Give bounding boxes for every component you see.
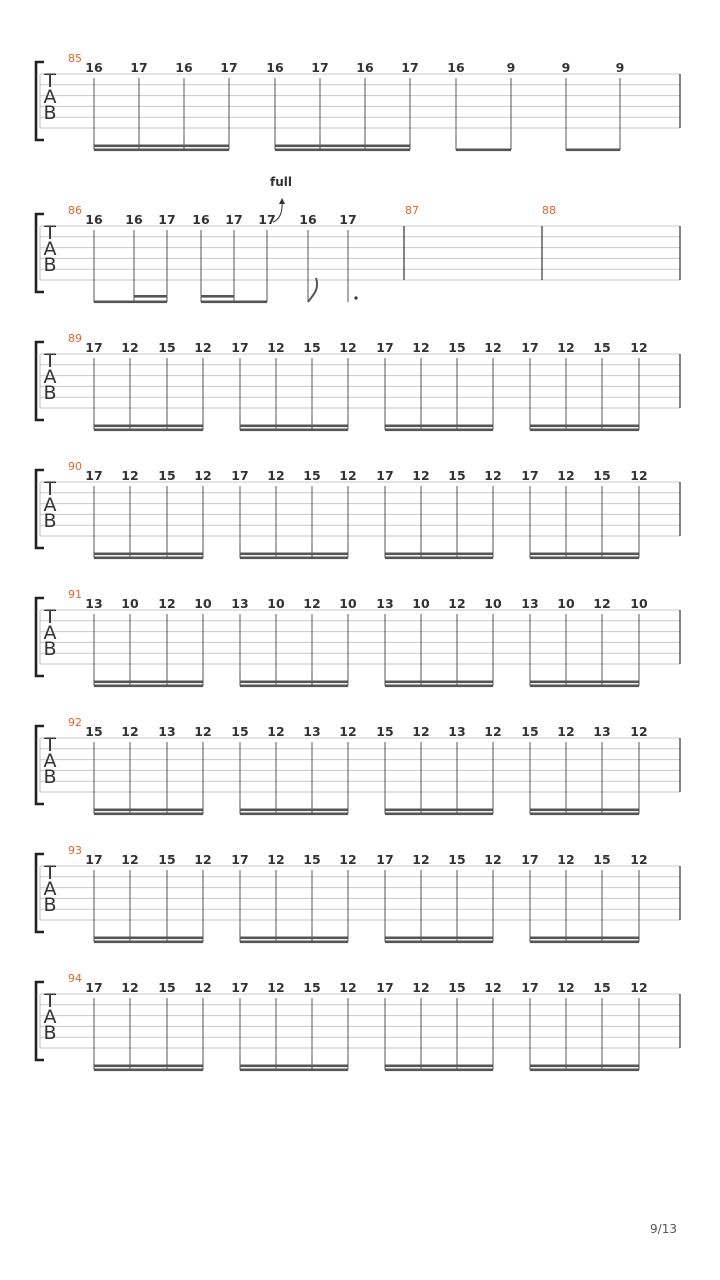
beam-primary (275, 145, 410, 148)
fret-number: 17 (376, 980, 394, 995)
beam-primary (240, 553, 348, 556)
fret-number: 12 (484, 980, 502, 995)
tab-clef-letter: T (44, 990, 56, 1012)
fret-number: 17 (85, 468, 103, 483)
tab-clef-letter: B (43, 638, 57, 660)
fret-number: 9 (561, 60, 571, 75)
fret-number: 17 (231, 852, 249, 867)
fret-number: 17 (231, 340, 249, 355)
beam-secondary (530, 941, 639, 944)
beam-secondary (385, 685, 493, 688)
measure-number: 91 (68, 588, 82, 601)
beam-primary (94, 145, 229, 148)
tab-clef-letter: A (43, 622, 57, 644)
note-flag (308, 278, 317, 302)
fret-number: 12 (557, 468, 575, 483)
fret-number: 15 (448, 852, 466, 867)
fret-number: 17 (85, 980, 103, 995)
measure-number: 94 (68, 972, 82, 985)
beam-secondary (240, 557, 348, 560)
beam-primary (94, 553, 203, 556)
fret-number: 13 (85, 596, 103, 611)
measure-number: 90 (68, 460, 82, 473)
beam-primary (385, 937, 493, 940)
fret-number: 12 (267, 852, 285, 867)
tab-clef-letter: T (44, 734, 56, 756)
fret-number: 15 (448, 980, 466, 995)
fret-number: 16 (125, 212, 143, 227)
fret-number: 17 (521, 340, 539, 355)
fret-number: 17 (231, 468, 249, 483)
fret-number: 16 (85, 60, 103, 75)
fret-number: 12 (448, 596, 466, 611)
measure-number: 89 (68, 332, 82, 345)
page-number: 9/13 (650, 1222, 677, 1236)
bend-label: full (270, 175, 292, 189)
beam-secondary (385, 557, 493, 560)
fret-number: 12 (557, 852, 575, 867)
fret-number: 13 (593, 724, 611, 739)
beam-secondary (94, 941, 203, 944)
fret-number: 10 (194, 596, 212, 611)
beam-secondary (94, 557, 203, 560)
fret-number: 12 (593, 596, 611, 611)
beam-secondary (240, 813, 348, 816)
beam-primary (240, 425, 348, 428)
measure-number: 87 (405, 204, 419, 217)
tab-clef-letter: T (44, 478, 56, 500)
fret-number: 15 (593, 980, 611, 995)
beam-primary (566, 149, 620, 152)
beam-secondary (530, 429, 639, 432)
fret-number: 17 (220, 60, 238, 75)
beam-primary (94, 809, 203, 812)
tab-clef-letter: A (43, 494, 57, 516)
tab-clef-letter: A (43, 878, 57, 900)
fret-number: 15 (521, 724, 539, 739)
tab-clef-letter: B (43, 766, 57, 788)
fret-number: 12 (339, 980, 357, 995)
fret-number: 12 (194, 340, 212, 355)
fret-number: 17 (376, 468, 394, 483)
fret-number: 12 (121, 852, 139, 867)
beam-secondary (94, 813, 203, 816)
beam-primary (240, 681, 348, 684)
beam-primary (530, 425, 639, 428)
fret-number: 12 (121, 340, 139, 355)
fret-number: 12 (158, 596, 176, 611)
beam-primary (240, 1065, 348, 1068)
fret-number: 12 (557, 724, 575, 739)
fret-number: 12 (267, 468, 285, 483)
fret-number: 15 (448, 468, 466, 483)
fret-number: 13 (231, 596, 249, 611)
fret-number: 17 (85, 340, 103, 355)
fret-number: 13 (448, 724, 466, 739)
fret-number: 12 (484, 340, 502, 355)
fret-number: 12 (303, 596, 321, 611)
fret-number: 12 (412, 468, 430, 483)
beam-secondary (385, 1069, 493, 1072)
fret-number: 17 (521, 468, 539, 483)
fret-number: 9 (615, 60, 625, 75)
fret-number: 12 (121, 724, 139, 739)
fret-number: 12 (339, 852, 357, 867)
fret-number: 12 (412, 980, 430, 995)
tab-clef-letter: T (44, 350, 56, 372)
beam-secondary (94, 429, 203, 432)
tab-clef-letter: T (44, 862, 56, 884)
fret-number: 15 (158, 980, 176, 995)
fret-number: 17 (401, 60, 419, 75)
beam-primary (94, 681, 203, 684)
fret-number: 12 (412, 340, 430, 355)
beam-secondary (275, 149, 410, 152)
beam-secondary (530, 1069, 639, 1072)
beam-primary (94, 1065, 203, 1068)
fret-number: 10 (267, 596, 285, 611)
fret-number: 16 (447, 60, 465, 75)
tab-clef-letter: B (43, 102, 57, 124)
beam-primary (240, 809, 348, 812)
beam-secondary (240, 685, 348, 688)
measure-number: 88 (542, 204, 556, 217)
fret-number: 12 (121, 980, 139, 995)
tab-clef-letter: A (43, 366, 57, 388)
fret-number: 16 (266, 60, 284, 75)
tab-clef-letter: A (43, 238, 57, 260)
fret-number: 12 (267, 980, 285, 995)
beam-primary (385, 425, 493, 428)
beam-secondary (94, 149, 229, 152)
fret-number: 15 (158, 468, 176, 483)
fret-number: 15 (303, 980, 321, 995)
fret-number: 12 (630, 468, 648, 483)
fret-number: 16 (85, 212, 103, 227)
measure-number: 86 (68, 204, 82, 217)
bend-arrowhead (279, 198, 285, 204)
fret-number: 12 (412, 852, 430, 867)
fret-number: 15 (593, 468, 611, 483)
beam-primary (530, 553, 639, 556)
fret-number: 15 (303, 340, 321, 355)
beam-primary (530, 809, 639, 812)
fret-number: 17 (339, 212, 357, 227)
fret-number: 13 (521, 596, 539, 611)
tab-clef-letter: B (43, 894, 57, 916)
beam-secondary (385, 941, 493, 944)
fret-number: 15 (448, 340, 466, 355)
fret-number: 15 (593, 852, 611, 867)
fret-number: 10 (412, 596, 430, 611)
fret-number: 17 (376, 852, 394, 867)
fret-number: 10 (121, 596, 139, 611)
fret-number: 17 (130, 60, 148, 75)
beam-primary (456, 149, 511, 152)
fret-number: 12 (484, 724, 502, 739)
fret-number: 16 (192, 212, 210, 227)
fret-number: 15 (158, 852, 176, 867)
fret-number: 10 (557, 596, 575, 611)
fret-number: 12 (484, 468, 502, 483)
fret-number: 17 (521, 980, 539, 995)
tab-clef-letter: B (43, 382, 57, 404)
beam-secondary (94, 1069, 203, 1072)
fret-number: 12 (267, 724, 285, 739)
fret-number: 12 (194, 980, 212, 995)
fret-number: 16 (299, 212, 317, 227)
fret-number: 10 (339, 596, 357, 611)
fret-number: 17 (376, 340, 394, 355)
fret-number: 12 (194, 724, 212, 739)
fret-number: 12 (339, 468, 357, 483)
fret-number: 17 (225, 212, 243, 227)
fret-number: 13 (303, 724, 321, 739)
beam-primary (530, 681, 639, 684)
beam-secondary (240, 429, 348, 432)
fret-number: 12 (630, 852, 648, 867)
beam-secondary (530, 685, 639, 688)
beam-primary (94, 301, 167, 304)
fret-number: 12 (339, 340, 357, 355)
beam-primary (385, 553, 493, 556)
tab-clef-letter: B (43, 1022, 57, 1044)
tab-clef-letter: B (43, 510, 57, 532)
fret-number: 15 (231, 724, 249, 739)
fret-number: 15 (85, 724, 103, 739)
fret-number: 17 (311, 60, 329, 75)
fret-number: 15 (593, 340, 611, 355)
fret-number: 12 (194, 852, 212, 867)
beam-secondary (94, 685, 203, 688)
tab-clef-letter: B (43, 254, 57, 276)
fret-number: 10 (630, 596, 648, 611)
fret-number: 12 (194, 468, 212, 483)
fret-number: 17 (521, 852, 539, 867)
fret-number: 17 (158, 212, 176, 227)
fret-number: 13 (158, 724, 176, 739)
beam-primary (240, 937, 348, 940)
fret-number: 12 (630, 724, 648, 739)
fret-number: 12 (339, 724, 357, 739)
beam-primary (94, 937, 203, 940)
fret-number: 12 (557, 980, 575, 995)
beam-secondary (530, 813, 639, 816)
beam-primary (201, 301, 267, 304)
fret-number: 12 (630, 980, 648, 995)
measure-number: 85 (68, 52, 82, 65)
beam-secondary (385, 813, 493, 816)
fret-number: 16 (356, 60, 374, 75)
fret-number: 12 (630, 340, 648, 355)
beam-primary (385, 809, 493, 812)
beam-primary (530, 937, 639, 940)
fret-number: 15 (303, 468, 321, 483)
tab-clef-letter: A (43, 86, 57, 108)
beam-secondary (201, 295, 234, 298)
fret-number: 15 (376, 724, 394, 739)
measure-number: 93 (68, 844, 82, 857)
fret-number: 10 (484, 596, 502, 611)
beam-secondary (530, 557, 639, 560)
tab-clef-letter: A (43, 1006, 57, 1028)
beam-primary (385, 681, 493, 684)
beam-primary (385, 1065, 493, 1068)
fret-number: 12 (484, 852, 502, 867)
tab-clef-letter: T (44, 222, 56, 244)
fret-number: 16 (175, 60, 193, 75)
beam-secondary (240, 941, 348, 944)
fret-number: 12 (121, 468, 139, 483)
fret-number: 17 (258, 212, 276, 227)
beam-secondary (240, 1069, 348, 1072)
fret-number: 17 (85, 852, 103, 867)
fret-number: 12 (267, 340, 285, 355)
tab-clef-letter: T (44, 70, 56, 92)
fret-number: 13 (376, 596, 394, 611)
beam-primary (530, 1065, 639, 1068)
fret-number: 15 (303, 852, 321, 867)
fret-number: 15 (158, 340, 176, 355)
tab-clef-letter: T (44, 606, 56, 628)
tab-clef-letter: A (43, 750, 57, 772)
dot (354, 296, 357, 299)
measure-number: 92 (68, 716, 82, 729)
fret-number: 9 (506, 60, 516, 75)
beam-primary (94, 425, 203, 428)
beam-secondary (134, 295, 167, 298)
beam-secondary (385, 429, 493, 432)
fret-number: 12 (412, 724, 430, 739)
fret-number: 17 (231, 980, 249, 995)
fret-number: 12 (557, 340, 575, 355)
